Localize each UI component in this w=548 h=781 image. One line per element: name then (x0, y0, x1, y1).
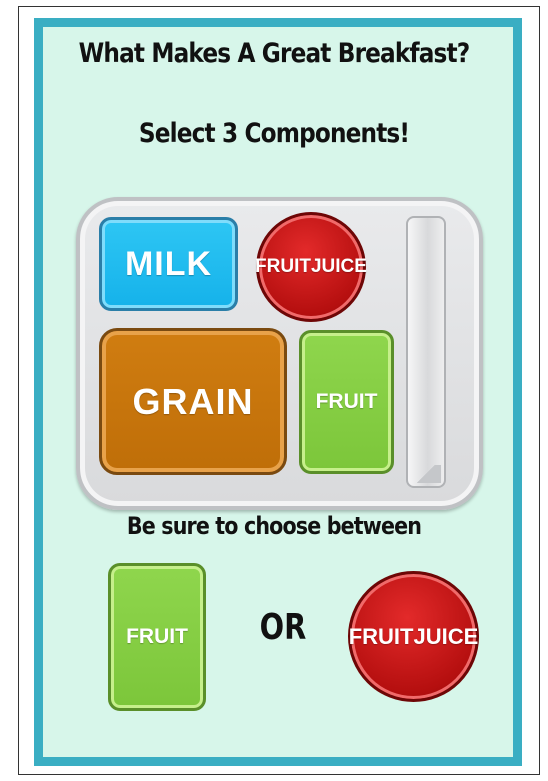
milk-component[interactable]: MILK (99, 217, 238, 311)
fruit-juice-line2: JUICE (310, 256, 367, 278)
fruit-juice-component[interactable] (256, 212, 366, 322)
or-text: OR (259, 607, 307, 648)
fruit-juice-line1: FRUIT (255, 256, 311, 278)
fruit-component[interactable]: FRUIT (299, 330, 394, 474)
fruit-juice-choice-line1: FRUIT (348, 623, 414, 649)
tray-utensil-slot (406, 216, 446, 488)
choose-between-text: Be sure to choose between (126, 512, 422, 540)
tray-slot-notch (411, 465, 441, 483)
grain-component[interactable]: GRAIN (99, 328, 287, 475)
poster-title: What Makes A Great Breakfast? (78, 38, 470, 69)
fruit-juice-choice-line2: JUICE (413, 623, 479, 649)
poster-subtitle: Select 3 Components! (138, 118, 410, 149)
fruit-juice-choice[interactable] (348, 571, 479, 702)
fruit-choice[interactable]: FRUIT (108, 563, 206, 711)
